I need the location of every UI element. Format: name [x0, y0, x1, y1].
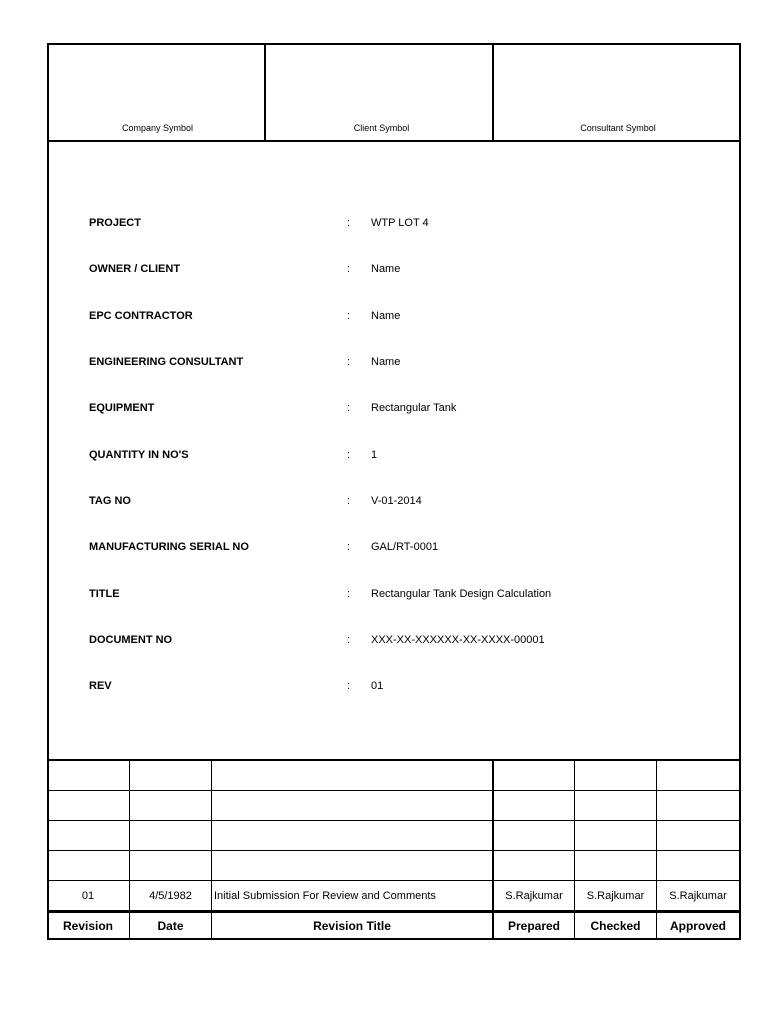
info-value: Name — [371, 356, 401, 368]
info-row-quantity — [89, 445, 709, 465]
info-label: QUANTITY IN NO'S — [89, 449, 189, 461]
info-colon: : — [347, 495, 351, 507]
approved-cell: S.Rajkumar — [669, 890, 727, 902]
info-colon: : — [347, 217, 351, 229]
table-line — [492, 759, 494, 938]
info-label: MANUFACTURING SERIAL NO — [89, 541, 249, 553]
table-line — [129, 759, 130, 938]
info-row-tag — [89, 491, 709, 511]
info-value: Rectangular Tank Design Calculation — [371, 588, 552, 600]
info-row-title — [89, 584, 709, 604]
revision-table — [47, 759, 739, 938]
info-label: REV — [89, 680, 112, 692]
info-row-epc — [89, 306, 709, 326]
info-label: PROJECT — [89, 217, 141, 229]
table-line — [574, 759, 575, 938]
approved-header: Approved — [669, 918, 726, 933]
revision-title-cell: Initial Submission For Review and Comments — [214, 890, 436, 902]
revision-cell: 01 — [81, 890, 95, 902]
info-label: DOCUMENT NO — [89, 634, 173, 646]
revision-header: Revision — [62, 918, 113, 933]
info-row-consultant — [89, 352, 709, 372]
info-row-project — [89, 213, 709, 233]
info-row-document — [89, 630, 709, 650]
info-value: Name — [371, 263, 401, 275]
table-line — [47, 850, 739, 851]
prepared-header: Prepared — [507, 918, 561, 933]
info-label: EQUIPMENT — [89, 402, 155, 414]
info-label: TAG NO — [89, 495, 131, 507]
info-value: WTP LOT 4 — [371, 217, 429, 229]
info-value: V-01-2014 — [371, 495, 422, 507]
info-row-rev — [89, 676, 709, 696]
info-row-serial — [89, 537, 709, 557]
info-colon: : — [347, 541, 351, 553]
info-label: EPC CONTRACTOR — [89, 310, 193, 322]
table-line — [47, 790, 739, 791]
info-value: 1 — [371, 449, 378, 461]
table-line — [47, 880, 739, 881]
info-colon: : — [347, 680, 351, 692]
table-line — [47, 820, 739, 821]
client-symbol-label: Client Symbol — [353, 123, 410, 133]
info-value: XXX-XX-XXXXXX-XX-XXXX-00001 — [371, 634, 545, 646]
header-divider — [264, 45, 266, 141]
checked-header: Checked — [590, 918, 641, 933]
prepared-cell: S.Rajkumar — [505, 890, 563, 902]
info-label: OWNER / CLIENT — [89, 263, 181, 275]
document-sheet — [47, 43, 739, 938]
info-value: Rectangular Tank — [371, 402, 457, 414]
info-colon: : — [347, 449, 351, 461]
info-colon: : — [347, 588, 351, 600]
header-bottom-line — [47, 140, 739, 142]
info-colon: : — [347, 634, 351, 646]
info-value: Name — [371, 310, 401, 322]
date-cell: 4/5/1982 — [149, 890, 192, 902]
checked-cell: S.Rajkumar — [586, 890, 645, 902]
table-line — [656, 759, 657, 938]
info-label: ENGINEERING CONSULTANT — [89, 356, 244, 368]
info-colon: : — [347, 263, 351, 275]
header-divider — [492, 45, 494, 141]
info-colon: : — [347, 310, 351, 322]
consultant-symbol-label: Consultant Symbol — [580, 123, 656, 133]
table-line — [211, 759, 212, 938]
info-row-equipment — [89, 398, 709, 418]
info-label: TITLE — [89, 588, 120, 600]
table-line — [47, 759, 739, 761]
symbol-header — [49, 45, 739, 141]
info-colon: : — [347, 356, 351, 368]
info-colon: : — [347, 402, 351, 414]
revision-title-header: Revision Title — [313, 918, 391, 933]
info-value: 01 — [371, 680, 384, 692]
company-symbol-label: Company Symbol — [121, 123, 194, 133]
info-row-owner — [89, 259, 709, 279]
date-header: Date — [157, 918, 184, 933]
info-value: GAL/RT-0001 — [371, 541, 439, 553]
